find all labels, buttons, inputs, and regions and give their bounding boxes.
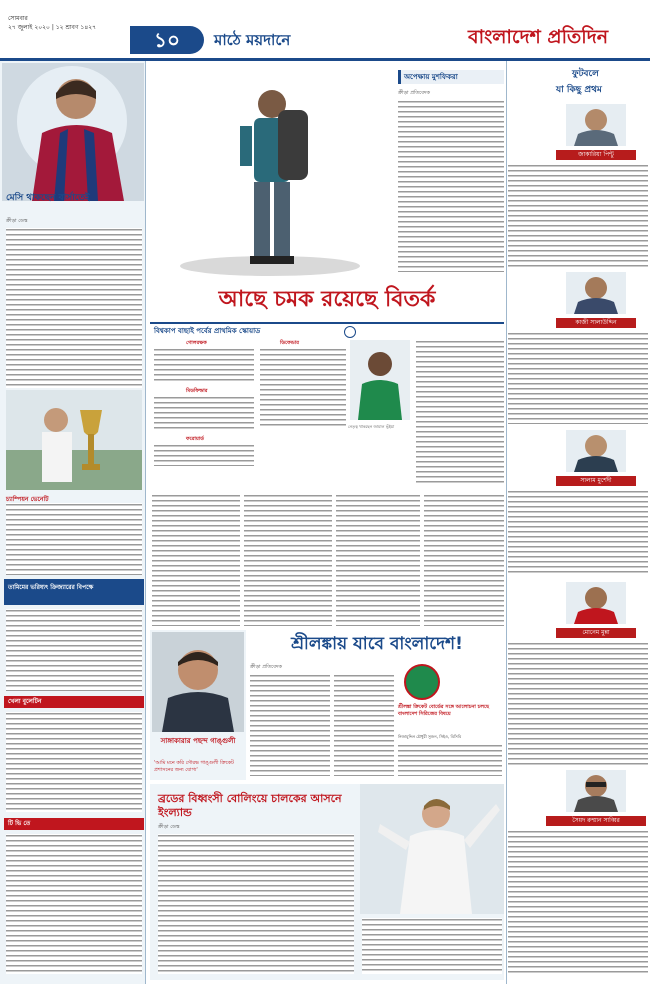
srilanka-body-1	[250, 674, 330, 776]
defender-list	[260, 348, 346, 428]
quote-source: নিজামুদ্দিন চৌধুরী সুজন, সিইও, বিসিবি	[398, 734, 462, 739]
rumman-body	[508, 830, 648, 974]
feature-subtitle: যা কিছু প্রথম	[556, 85, 602, 95]
srilanka-byline: ক্রীড়া প্রতিবেদক	[250, 664, 283, 670]
pintu-body	[508, 164, 648, 268]
issue-date-text: ২৭ জুলাই ২০২০ | ১২ শ্রাবণ ১৪২৭	[8, 24, 97, 31]
munna-photo	[566, 582, 626, 624]
top-story-byline: ক্রীড়া প্রতিবেদক	[398, 90, 431, 96]
srilanka-body-2	[334, 674, 394, 776]
tv-box-title: টি ভি তে	[8, 820, 31, 827]
section-title: মাঠে ময়দানে	[214, 31, 291, 49]
story-col-1	[152, 494, 240, 626]
issue-date	[8, 14, 96, 32]
cricketer-photo	[150, 66, 392, 278]
story-col-2	[244, 494, 332, 626]
newspaper-logo: বাংলাদেশ প্রতিদিন	[468, 26, 609, 48]
story-col-4	[424, 494, 504, 626]
salahuddin-name: কাজী সালাউদ্দিন	[556, 318, 636, 328]
story-col-3	[336, 494, 420, 626]
goalkeeper-label: গোলরক্ষক	[186, 340, 207, 346]
broad-photo	[360, 784, 504, 914]
broad-byline: ক্রীড়া ডেস্ক	[158, 824, 180, 830]
murshedi-body	[508, 490, 648, 574]
midfielder-list	[154, 396, 254, 432]
messi-headline: মেসি থাকছেন বার্সাতেই	[6, 193, 90, 203]
tv-list	[6, 834, 142, 974]
pintu-photo	[566, 104, 626, 146]
murshedi-photo	[566, 430, 626, 472]
games-list	[6, 712, 142, 812]
messi-photo	[2, 63, 144, 201]
tamim-headline: তামিমের ভরিষ্যৎ ক্রিজ্যারের বিপক্ষে	[8, 584, 94, 591]
jamal-caption: নেতৃত্ব থাকছেন জামাল ভূঁইয়া	[348, 424, 395, 429]
ganguly-caption: সাঙ্গাকারার পছন্দ গাঙ্গুলী	[160, 737, 236, 745]
broad-body	[158, 834, 354, 974]
jamal-photo	[350, 340, 410, 420]
rumman-photo	[566, 770, 626, 812]
salahuddin-photo	[566, 272, 626, 314]
broad-headline: ব্রডের বিধ্বংসী বোলিংয়ে চালকের আসনে ইংল্যান্ড	[158, 792, 342, 819]
champion-photo	[6, 390, 142, 490]
feature-title: ফুটবলে	[572, 69, 599, 79]
ganguly-quote: 'আমি মনে করি সৌরভ গাঙ্গুলী ক্রিকেট প্রশাসনের জন্য যোগ্য'	[154, 760, 234, 773]
top-story-body	[398, 100, 504, 272]
messi-byline: ক্রীড়া ডেস্ক	[6, 218, 28, 224]
munna-name: মোনেম মুন্না	[556, 628, 636, 638]
top-story-kicker: অপেক্ষায় মুশফিকরা	[404, 73, 458, 81]
bcb-logo-icon	[404, 664, 440, 700]
tamim-body	[6, 609, 142, 691]
pintu-name: জাকারিয়া পিন্টু	[556, 150, 636, 160]
munna-body	[508, 642, 648, 766]
rumman-name: সৈয়দ রুম্মান সাব্বির	[546, 816, 646, 826]
murshedi-name: সালাম মুর্শেদী	[556, 476, 636, 486]
games-box-title: খেলা বুলেটিন	[8, 698, 42, 705]
champion-caption: চ্যাম্পিয়ন ভেনেটি	[6, 496, 49, 503]
top-story-headline: আছে চমক রয়েছে বিতর্ক	[218, 287, 436, 312]
srilanka-headline: শ্রীলঙ্কায় যাবে বাংলাদেশ!	[291, 634, 463, 654]
squad-title: বিশ্বকাপ বাছাই পর্বের প্রাথমিক স্কোয়াড	[154, 327, 261, 335]
champion-body	[6, 503, 142, 575]
broad-body-2	[362, 918, 502, 974]
srilanka-pull-quote: শ্রীলঙ্কা ক্রিকেট বোর্ডের সঙ্গে আলোচনা চলছে বাংলাদেশ সিরিজের বিষয়ে	[398, 704, 489, 717]
ganguly-photo	[152, 632, 244, 732]
squad-story-body	[416, 340, 504, 486]
salahuddin-body	[508, 332, 648, 424]
goalkeeper-list	[154, 348, 254, 384]
srilanka-body-3	[398, 744, 502, 776]
issue-day: সোমবার	[8, 15, 28, 22]
forward-label: ফরোয়ার্ড	[186, 436, 204, 442]
forward-list	[154, 444, 254, 466]
squad-logo-icon	[344, 326, 356, 338]
defender-label: ডিফেন্ডার	[280, 340, 299, 346]
midfielder-label: মিডফিল্ডার	[186, 388, 208, 394]
messi-body	[6, 228, 142, 388]
page-number: ১০	[130, 26, 204, 54]
